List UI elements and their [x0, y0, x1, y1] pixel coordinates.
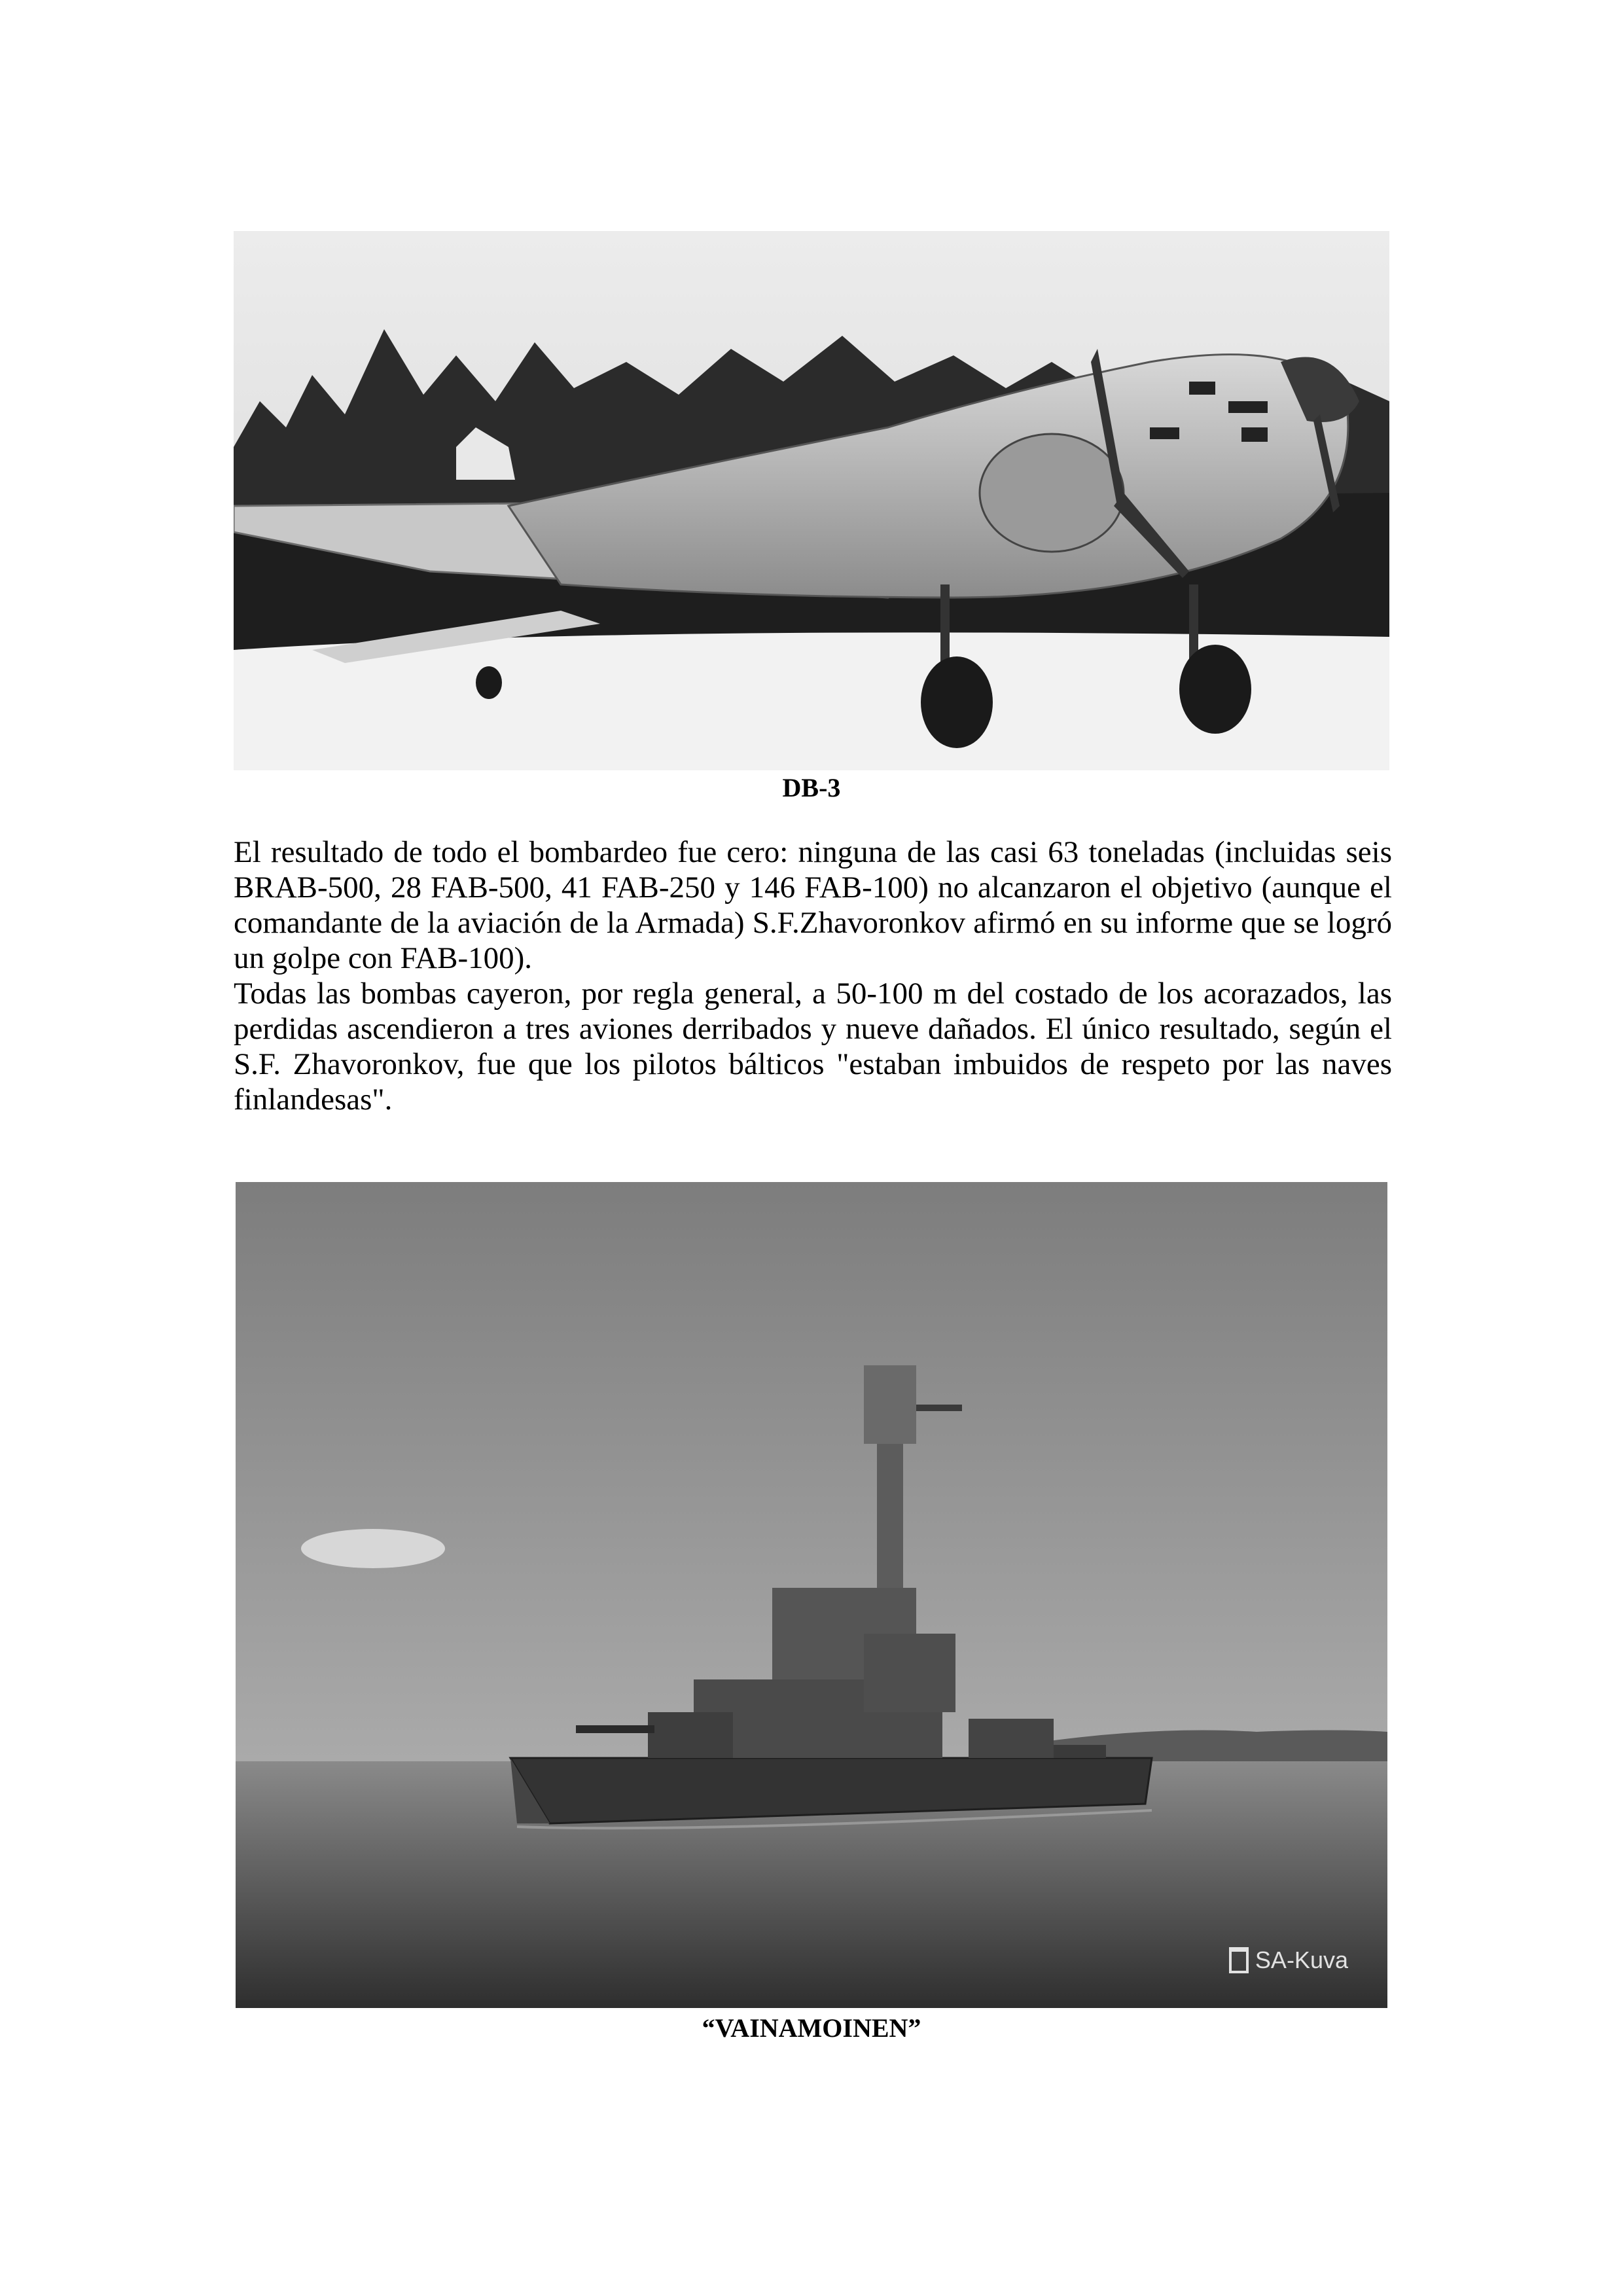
bomber-caption: DB-3 — [782, 773, 841, 802]
ship-caption: “VAINAMOINEN” — [702, 2013, 921, 2043]
watermark-text: SA-Kuva — [1255, 1946, 1348, 1973]
bomber-photo — [234, 231, 1389, 770]
ship-photo — [236, 1182, 1387, 2008]
castle-icon — [1229, 1947, 1249, 1973]
paragraph: Todas las bombas cayeron, por regla general, a 50-100 m del costado de los acorazados, las perdidas ascendieron a tres aviones derribados y nueve dañados. El único resultado, según el S.F. Zhavoronkov, fue que los pilotos bálticos "estaban imbuidos de respeto por las naves finlandesas". — [234, 977, 1392, 1117]
paragraph: El resultado de todo el bombardeo fue cero: ninguna de las casi 63 toneladas (incluidas seis BRAB-500, 28 FAB-500, 41 FAB-250 y 146 FAB-100) no alcanzaron el objetivo (aunque el comandante de la aviación de la Armada) S.F.Zhavoronkov afirmó en su informe que se logró un golpe con FAB-100). — [234, 835, 1392, 975]
body-text — [234, 834, 1392, 1117]
watermark — [1229, 1946, 1348, 1974]
